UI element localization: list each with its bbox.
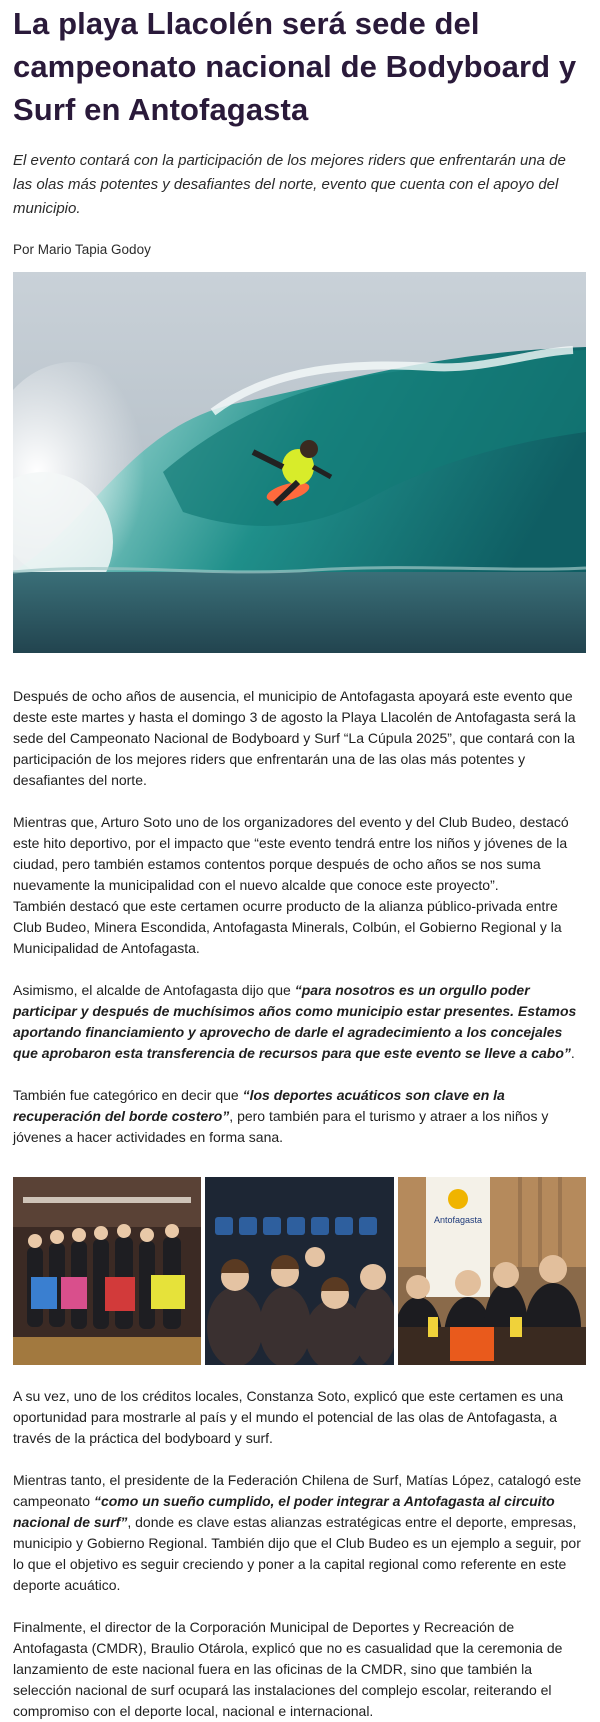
byline: Por Mario Tapia Godoy [13,242,151,257]
paragraph-8: Finalmente, el director de la Corporación Municipal de Deportes y Recreación de Antofagasta (CMDR), Braulio Otárola, explicó que no es casualidad que la ceremonia de lanzamiento de este nacional fuera en las oficinas de la CMDR, sino que también la selección nacional de surf ocupará las instalaciones del complejo escolar, reiterando el compromiso con el deporte local, nacional e internacional. [13,1619,563,1719]
paragraph-7 [13,1470,586,1596]
hero-image-bodyboarder-wave [13,272,586,653]
paragraph-1: Después de ocho años de ausencia, el municipio de Antofagasta apoyará este evento que deste este martes y hasta el domingo 3 de agosto la Playa Llacolén de Antofagasta será la sede del Campeonato Nacional de Bodyboard y Surf “La Cúpula 2025”, que contará con la participación de los mejores riders que enfrentarán una de las olas más potentes y desafiantes del norte. [13,688,576,788]
paragraph-7-end: , donde es clave estas alianzas estratégicas entre el deporte, empresas, municipio y Gobierno Regional. También dijo que el Club Budeo es un ejemplo a seguir, por lo que el objetivo es seguir creciendo y poner a la capital regional como referente en este deporte acuático. [13,1514,581,1593]
paragraph-4-quote: “para nosotros es un orgullo poder participar y después de muchísimos años como municipio estar presentes. Estamos aportando financiamiento y aprovecho de darle el agradecimiento a los concejales que aprobaron esta transferencia de recursos para que este evento se lleve a cabo” [13,982,577,1061]
paragraph-6: A su vez, uno de los créditos locales, Constanza Soto, explicó que este certamen es una oportunidad para mostrarle al país y el mundo el potencial de las olas de Antofagasta, a través de la práctica del bodyboard y surf. [13,1388,564,1446]
paragraph-5-intro: También fue categórico en decir que [13,1087,243,1103]
paragraph-4-end: . [570,1045,575,1061]
gallery-photo-audience [205,1177,394,1365]
photo-gallery [13,1177,586,1365]
paragraph-5-end: , pero también para el turismo y atraer a los niños y jóvenes a hacer actividades en forma sana. [13,1108,549,1145]
paragraph-7-intro: Mientras tanto, el presidente de la Federación Chilena de Surf, Matías López, catalogó este campeonato [13,1472,582,1509]
paragraph-7-quote: “como un sueño cumplido, el poder integrar a Antofagasta al circuito nacional de surf” [13,1493,555,1530]
paragraph-5-quote: “los deportes acuáticos son clave en la recuperación del borde costero” [13,1087,505,1124]
gallery-photo-press-conference [398,1177,586,1365]
article-title: La playa Llacolén será sede del campeonato nacional de Bodyboard y Surf en Antofagasta [13,6,577,127]
article-lead: El evento contará con la participación de los mejores riders que enfrentarán una de las olas más potentes y desafiantes del norte, evento que cuenta con el apoyo del municipio. [13,152,566,217]
paragraph-3: También destacó que este certamen ocurre producto de la alianza público-privada entre Club Budeo, Minera Escondida, Antofagasta Minerals, Colbún, el Gobierno Regional y la Municipalidad de Antofagasta. [13,898,562,956]
paragraph-4 [13,980,586,1064]
gallery-photo-group-jerseys [13,1177,201,1365]
paragraph-2: Mientras que, Arturo Soto uno de los organizadores del evento y del Club Budeo, destacó este hito deportivo, por el impacto que “este evento tendrá entre los niños y jóvenes de la ciudad, pero también estamos contentos porque después de ocho años se nos suma nuevamente la municipalidad con el nuevo alcalde que conoce este proyecto”. [13,814,569,893]
paragraph-5 [13,1085,586,1148]
banner-label: Antofagasta [433,1215,483,1225]
paragraph-4-intro: Asimismo, el alcalde de Antofagasta dijo que [13,982,295,998]
